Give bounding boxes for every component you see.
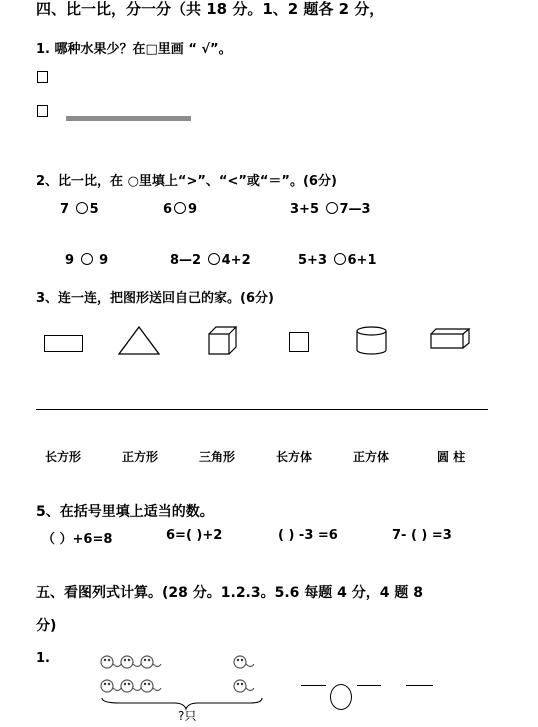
- rectangle-shape: [44, 335, 83, 352]
- q5-1-label: 1.: [36, 651, 50, 666]
- fill-blank-item[interactable]: 7- ( ) =3: [392, 528, 452, 543]
- compare-item: 9 9: [65, 253, 109, 268]
- section-5-heading-line2: 分): [36, 618, 57, 634]
- square-shape: [289, 332, 309, 352]
- compare-circle[interactable]: [76, 202, 88, 214]
- section-5-heading-line1: 五、看图列式计算。(28 分。1.2.3。5.6 每题 4 分，4 题 8: [36, 585, 424, 601]
- compare-item: 5+3 6+1: [298, 253, 377, 268]
- compare-item: 7 5: [60, 202, 99, 217]
- label-triangle: 三角形: [199, 450, 236, 464]
- answer-blank[interactable]: [357, 685, 381, 686]
- q2-prompt: 2、比一比，在 ○里填上“>”、“<”或“＝”。(6分): [36, 174, 337, 189]
- q1-answer-box-1[interactable]: [37, 71, 48, 83]
- label-cube: 正方体: [353, 450, 390, 464]
- label-square: 正方形: [122, 450, 159, 464]
- compare-item: 6 9: [163, 202, 198, 217]
- compare-circle[interactable]: [334, 253, 346, 265]
- fruit-bar: [66, 116, 191, 121]
- total-label: ?只: [178, 709, 197, 723]
- label-cuboid: 长方体: [276, 450, 313, 464]
- triangle-shape: [118, 326, 160, 355]
- fill-blank-item[interactable]: 6=( )+2: [166, 528, 223, 543]
- fill-blank-item[interactable]: （ ）+6=8: [42, 532, 113, 547]
- label-cylinder: 圆 柱: [437, 450, 466, 464]
- q1-prompt: 1. 哪种水果少？在□里画 “ √”。: [36, 42, 232, 57]
- section-4-heading: 四、比一比，分一分（共 18 分。1、2 题各 2 分，: [36, 0, 385, 18]
- compare-circle[interactable]: [326, 202, 338, 214]
- label-rectangle: 长方形: [45, 450, 82, 464]
- compare-item: 8—2 4+2: [170, 253, 251, 268]
- fill-blank-item[interactable]: ( ) -3 =6: [278, 528, 338, 543]
- compare-item: 3+5 7—3: [290, 202, 371, 217]
- q1-answer-box-2[interactable]: [37, 105, 48, 117]
- compare-circle[interactable]: [81, 253, 93, 265]
- answer-blank[interactable]: [406, 685, 433, 686]
- matching-line: [36, 409, 488, 410]
- cuboid-shape: [430, 328, 470, 349]
- operator-circle[interactable]: [330, 684, 352, 710]
- q5-prompt: 5、在括号里填上适当的数。: [36, 504, 214, 520]
- cylinder-shape: [356, 326, 387, 355]
- answer-blank[interactable]: [301, 685, 326, 686]
- q3-prompt: 3、连一连，把图形送回自己的家。(6分): [36, 291, 274, 306]
- compare-circle[interactable]: [208, 253, 220, 265]
- compare-circle[interactable]: [174, 202, 186, 214]
- tadpole-picture: [100, 654, 270, 704]
- cube-shape: [208, 326, 238, 355]
